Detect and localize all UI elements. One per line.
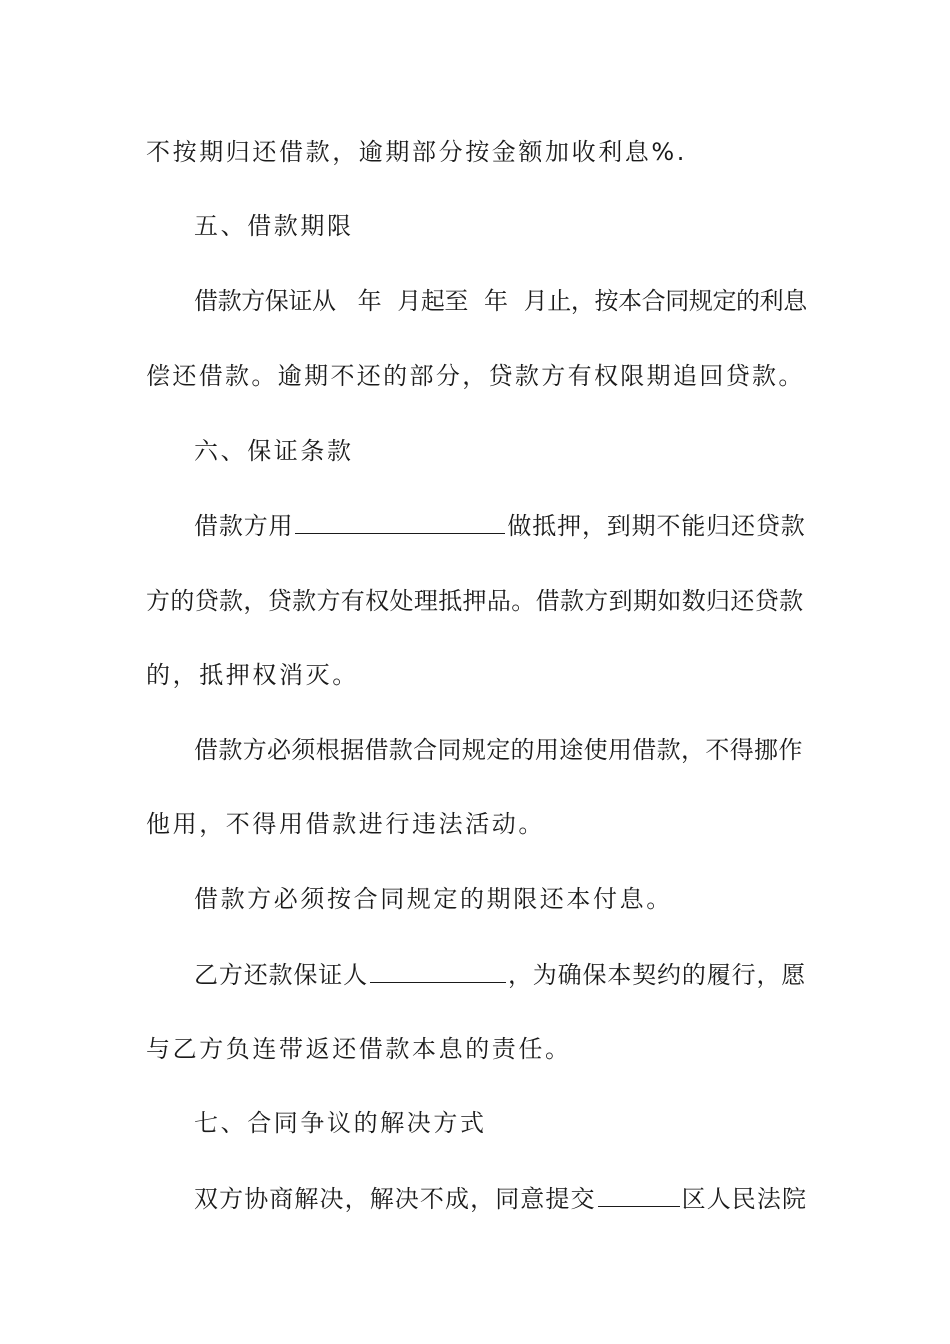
collateral-blank [295,509,505,534]
text: 借款方用 [194,512,294,540]
text: 双方协商解决，解决不成，同意提交 [194,1185,596,1213]
text: 五、借款期限 [194,212,354,240]
text: 七、合同争议的解决方式 [194,1109,487,1137]
text: 乙方还款保证人 [194,961,368,989]
paragraph-line [194,883,806,915]
text: 区人民法院 [681,1185,808,1213]
section-heading-loan-term [194,210,806,242]
paragraph-line [146,659,806,691]
text: 借款方保证从 [194,287,336,315]
section-heading-dispute [194,1107,806,1139]
paragraph-line [146,808,806,840]
text: 六、保证条款 [194,437,354,465]
text: 借款方必须按合同规定的期限还本付息。 [194,885,673,913]
text: 年 [484,287,508,315]
paragraph-line [146,1033,806,1065]
text: 的，抵押权消灭。 [146,661,359,689]
text: 借款方必须根据借款合同规定的用途使用借款，不得挪作 [194,736,803,764]
paragraph-line [194,285,806,317]
text: 与乙方负连带返还借款本息的责任。 [146,1035,572,1063]
paragraph-line [194,509,806,541]
paragraph-line [194,734,806,766]
text: 不按期归还借款，逾期部分按金额加收利息%. [146,138,688,166]
text: 年 [357,287,382,315]
text: 月止，按本合同规定的利息 [523,287,807,315]
paragraph-line [146,360,806,392]
paragraph-line [146,585,806,617]
text: 月起至 [397,287,469,315]
text: 做抵押，到期不能归还贷款 [507,512,806,540]
text: 方的贷款，贷款方有权处理抵押品。借款方到期如数归还贷款 [146,587,804,615]
text: ，为确保本契约的履行，愿 [507,961,807,989]
paragraph-line [194,1182,806,1214]
paragraph-line [194,958,806,990]
text: 偿还借款。逾期不还的部分，贷款方有权限期追回贷款。 [146,362,805,390]
guarantor-blank [370,958,506,983]
paragraph-line [146,136,806,168]
section-heading-guarantee [194,435,806,467]
court-district-blank [598,1182,680,1207]
text: 他用，不得用借款进行违法活动。 [146,810,545,838]
